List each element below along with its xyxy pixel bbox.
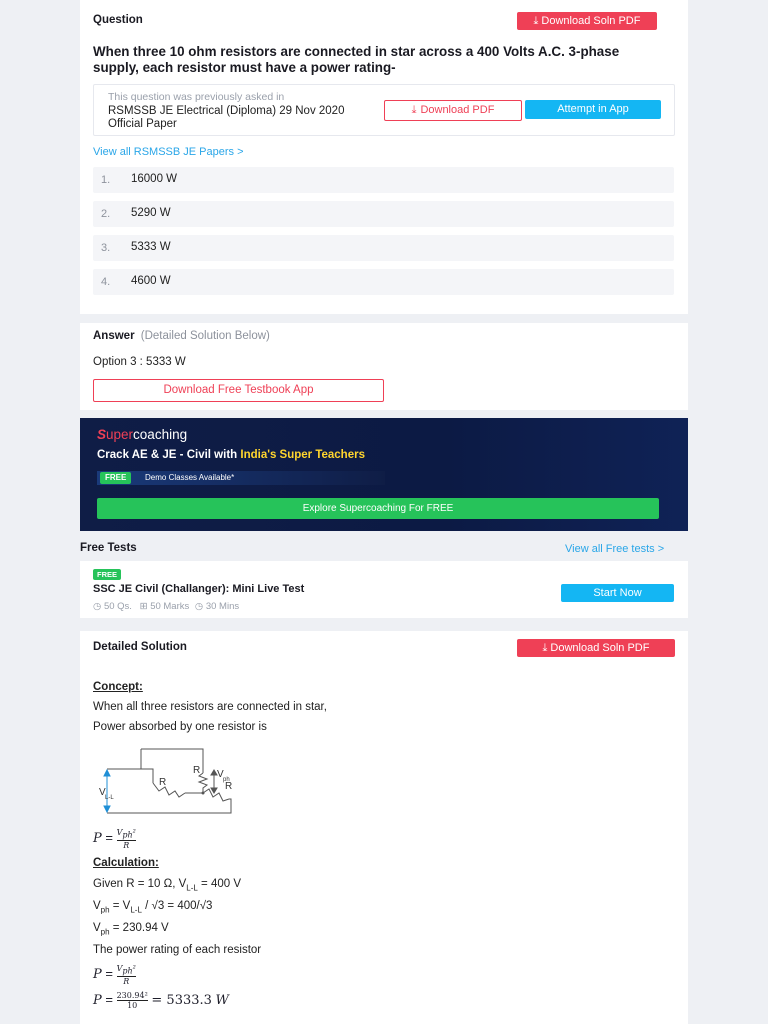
headline-yellow: India's Super Teachers [240,449,365,461]
concept-heading: Concept: [93,681,143,693]
diagram-vll: V [99,787,106,798]
download-soln-pdf-label: Download Soln PDF [550,642,650,654]
diagram-r-top: R [193,765,201,776]
view-all-free-tests-link[interactable]: View all Free tests > [565,543,665,555]
supercoaching-logo [97,427,187,442]
result-unit: W [215,992,229,1008]
paper-name: RSMSSB JE Electrical (Diploma) 29 Nov 2020 Official Paper [108,105,345,130]
vph-v: V [93,900,101,912]
download-soln-pdf-label: Download Soln PDF [541,15,641,27]
vph-sub2: L-L [130,905,142,915]
option-value: 5290 W [131,207,171,219]
free-test-card [80,561,688,618]
result-equals: = 5333.3 [151,992,212,1008]
concept-line-2: Power absorbed by one resistor is [93,721,267,733]
vph-line [93,900,212,914]
download-pdf-label: Download PDF [420,104,495,116]
vph-eq: = V [109,900,131,912]
marks-icon: ⊞ [139,601,148,612]
option-number: 2. [101,208,111,220]
download-icon: ⤓ [533,15,539,27]
vph-v: V [93,922,101,934]
option-value: 4600 W [131,275,171,287]
given-sub: L-L [186,883,198,893]
download-icon: ⤓ [542,642,548,654]
option-item[interactable] [93,269,674,295]
result-formula: P = $\frac{\text{230.94²}}{10}$ = 5333.3 W [93,991,229,1010]
test-name: SSC JE Civil (Challanger): Mini Live Test [93,583,305,595]
solution-heading: Detailed Solution [93,641,187,653]
power-formula: P = $V_{ph}^2$ R [93,828,136,850]
diagram-vph-sub: ph [223,777,230,783]
vph-sub: ph [100,927,110,937]
start-now-button[interactable]: Start Now [561,584,674,602]
brand-super: uper [106,427,134,442]
download-icon: ⤓ [411,104,417,116]
demo-text: Demo Classes Available* [145,473,235,482]
star-circuit-diagram [99,743,249,819]
download-soln-pdf-button[interactable] [517,12,657,30]
concept-line-1: When all three resistors are connected in star, [93,701,327,713]
demo-strip [97,471,385,485]
question-heading: Question [93,14,143,26]
previously-asked-note: This question was previously asked in [108,91,285,103]
download-soln-pdf-button[interactable] [517,639,675,657]
attempt-in-app-button[interactable]: Attempt in App [525,100,661,119]
option-number: 3. [101,242,111,254]
diagram-r-right: R [225,781,233,792]
power-formula-repeat: P = $V_{ph}^2$ R [93,964,136,986]
answer-title: Answer [93,330,135,342]
result-denominator: 10 [127,1001,138,1010]
question-card [80,0,688,314]
previous-paper-box [93,84,675,136]
option-number: 1. [101,174,111,186]
question-text: When three 10 ohm resistors are connected in star across a 400 Volts A.C. 3-phase supply, each resistor must have a power rating- [93,44,620,75]
diagram-vph: V [217,769,224,780]
banner-headline [97,449,365,461]
answer-heading [93,330,270,342]
diagram-r-left: R [159,777,167,788]
brand-coaching: coaching [133,427,188,442]
explore-supercoaching-button[interactable]: Explore Supercoaching For FREE [97,498,659,519]
question-count-icon: ◷ [93,601,102,612]
brand-s: S [97,427,107,442]
given-line [93,878,241,892]
download-app-button[interactable]: Download Free Testbook App [93,379,384,402]
free-tests-heading: Free Tests [80,542,137,554]
diagram-vll-sub: L-L [105,795,114,801]
rating-line: The power rating of each resistor [93,944,262,956]
view-all-papers-link[interactable]: View all RSMSSB JE Papers > [93,146,244,158]
download-pdf-button[interactable] [384,100,522,121]
headline-white: Crack AE & JE - Civil with [97,449,241,461]
vph-rest: / √3 = 400/√3 [141,900,213,912]
clock-icon: ◷ [194,601,204,612]
answer-card [80,323,688,410]
calculation-heading: Calculation: [93,857,159,869]
option-number: 4. [101,276,111,288]
result-numerator: 230.94² [116,991,148,1000]
duration: 30 Mins [205,601,240,612]
vph-value-line [93,922,169,936]
option-value: 16000 W [131,173,178,185]
supercoaching-banner[interactable] [80,418,688,531]
test-meta [93,601,239,612]
answer-text: Option 3 : 5333 W [93,356,186,368]
marks: 50 Marks [150,601,190,612]
option-value: 5333 W [131,241,171,253]
option-item[interactable] [93,201,674,227]
given-prefix: Given R = 10 Ω, V [93,878,187,890]
vph-sub: ph [100,905,110,915]
option-item[interactable] [93,235,674,261]
given-suffix: = 400 V [197,878,242,890]
solution-card [80,631,688,1024]
answer-title-note: (Detailed Solution Below) [140,330,270,342]
free-badge: FREE [100,472,131,484]
free-test-badge: FREE [93,569,121,580]
option-item[interactable] [93,167,674,193]
vph-value: = 230.94 V [109,922,169,934]
question-count: 50 Qs. [103,601,132,612]
